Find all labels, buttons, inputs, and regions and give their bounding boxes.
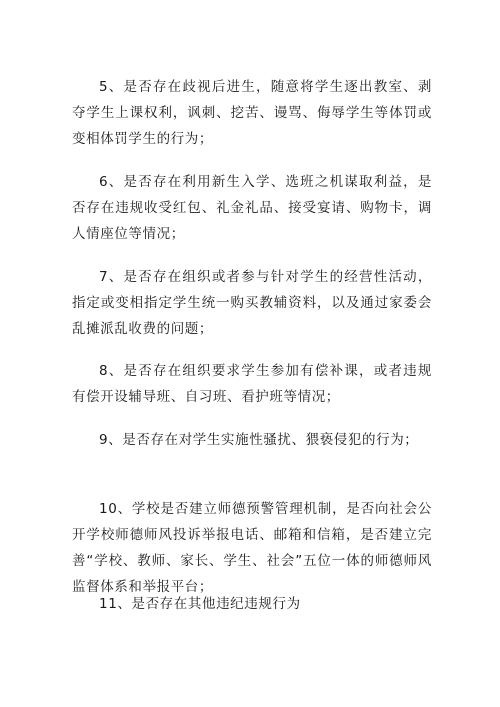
checklist-item-9: 9、是否存在对学生实施性骚扰、猥亵侵犯的行为； bbox=[99, 431, 419, 448]
checklist-item-10: 10、学校是否建立师德预警管理机制，是否向社会公开学校师德师风投诉举报电话、邮箱和信箱，是否建立完善“学校、教师、家长、学生、社会”五位一体的师德师风监督体系和举报平台； bbox=[72, 500, 432, 595]
checklist-item-8: 8、是否存在组织要求学生参加有偿补课，或者违规有偿开设辅导班、自习班、看护班等情况； bbox=[72, 362, 432, 405]
checklist-item-6: 6、是否存在利用新生入学、选班之机谋取利益，是否存在违规收受红包、礼金礼品、接受宴请、购物卡，调人情座位等情况； bbox=[72, 173, 432, 242]
checklist-item-11: 11、是否存在其他违纪违规行为 bbox=[99, 595, 301, 612]
checklist-item-7: 7、是否存在组织或者参与针对学生的经营性活动，指定或变相指定学生统一购买教辅资料，以及通过家委会乱摊派乱收费的问题； bbox=[72, 268, 432, 337]
checklist-item-5: 5、是否存在歧视后进生，随意将学生逐出教室、剥夺学生上课权利，讽刺、挖苦、谩骂、侮辱学生等体罚或变相体罚学生的行为； bbox=[72, 78, 432, 147]
